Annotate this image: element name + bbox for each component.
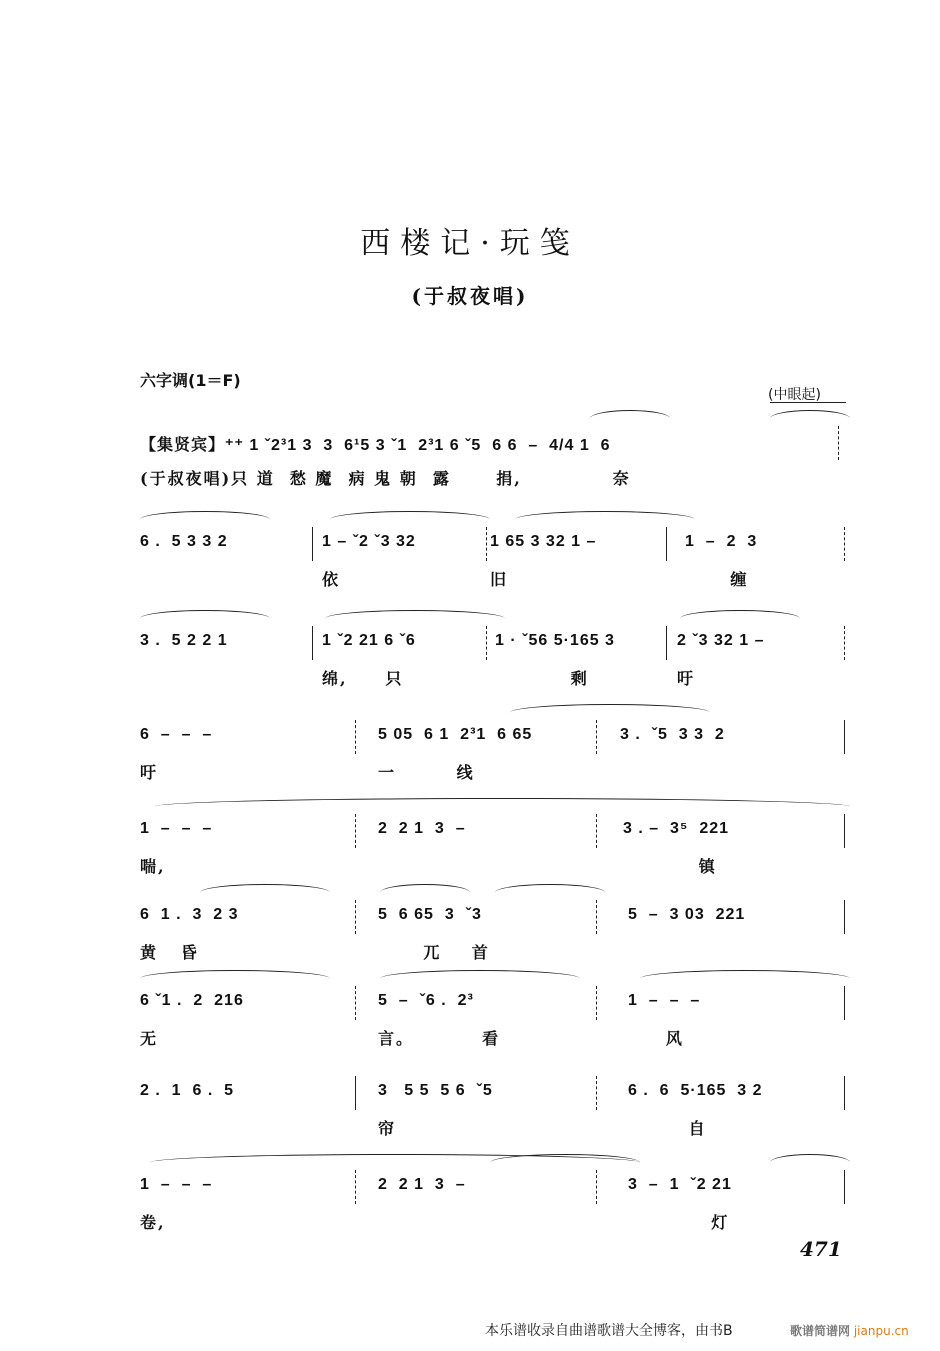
tempo-mark: (中眼起) xyxy=(768,387,821,403)
barline xyxy=(596,1076,597,1110)
notation: 2 ˇ3 32 1 – xyxy=(677,632,765,649)
measure xyxy=(140,906,239,966)
barline xyxy=(312,626,313,660)
barline xyxy=(666,626,667,660)
measure xyxy=(140,726,212,786)
score-title: 西楼记·玩笺 xyxy=(360,226,580,261)
barline xyxy=(596,720,597,754)
watermark-cn: 歌谱简谱网 xyxy=(790,1324,851,1338)
slur xyxy=(380,884,470,901)
slur xyxy=(155,798,850,815)
barline xyxy=(596,1170,597,1204)
barline xyxy=(312,527,313,561)
barline xyxy=(844,626,845,660)
measure xyxy=(628,1082,763,1142)
score-system-1 xyxy=(140,432,850,502)
notation: 2 . 1 6 . 5 xyxy=(140,1082,235,1099)
barline xyxy=(844,720,845,754)
barline xyxy=(355,1170,356,1204)
notation: 5 05 6 1 2³1 6 65 xyxy=(378,726,533,743)
notation: 3 – 1 ˇ2 21 xyxy=(628,1176,732,1193)
measure xyxy=(140,992,244,1052)
slur xyxy=(515,511,695,528)
measure xyxy=(140,432,631,492)
score-system-2 xyxy=(140,533,850,603)
lyrics: 剩 xyxy=(495,669,589,688)
measure xyxy=(677,632,765,692)
lyrics: 灯 xyxy=(628,1213,730,1232)
lyrics: 一 线 xyxy=(378,763,475,782)
slur xyxy=(590,410,670,427)
notation: 6 . 6 5·165 3 2 xyxy=(628,1082,763,1099)
barline xyxy=(355,900,356,934)
measure xyxy=(628,906,745,966)
key-signature: 六字调(1＝F) xyxy=(140,371,241,390)
notation: 1 65 3 32 1 – xyxy=(490,533,597,550)
lyrics: (于叔夜唱)只 道 愁 魔 病 鬼 朝 露 捐, 奈 xyxy=(140,469,631,488)
slur xyxy=(200,884,330,901)
barline xyxy=(666,527,667,561)
barline xyxy=(486,626,487,660)
barline xyxy=(844,527,845,561)
measure xyxy=(322,533,416,593)
lyrics: 旧 xyxy=(490,570,509,589)
slur xyxy=(770,410,850,427)
source-footer: 本乐谱收录自曲谱歌谱大全博客，由书B xyxy=(485,1323,733,1339)
barline xyxy=(596,986,597,1020)
barline xyxy=(355,720,356,754)
slur xyxy=(140,970,330,987)
notation: 6 – – – xyxy=(140,726,213,743)
barline xyxy=(486,527,487,561)
score-system-5 xyxy=(140,820,850,890)
notation: 2 2 1 3 – xyxy=(378,1176,466,1193)
notation: 1 – – – xyxy=(140,820,213,837)
notation: 【集贤宾】⁺⁺ 1 ˇ2³1 3 3 6¹5 3 ˇ1 2³1 6 ˇ5 6 6 – 4/4 1 6 xyxy=(140,437,611,454)
score-system-3 xyxy=(140,632,850,702)
lyrics: 镇 xyxy=(623,857,717,876)
measure xyxy=(378,820,466,880)
barline xyxy=(844,1170,845,1204)
slur xyxy=(770,1154,850,1171)
measure xyxy=(140,820,212,880)
slur xyxy=(495,884,605,901)
slur xyxy=(140,511,270,528)
barline xyxy=(844,814,845,848)
measure xyxy=(140,1082,234,1142)
notation: 1 · ˇ56 5·165 3 xyxy=(495,632,615,649)
notation: 1 – 2 3 xyxy=(685,533,758,550)
notation: 3 . – 3⁵ 221 xyxy=(623,820,730,837)
slur xyxy=(330,511,490,528)
notation: 6 1 . 3 2 3 xyxy=(140,906,239,923)
slur xyxy=(510,704,710,721)
notation: 2 2 1 3 – xyxy=(378,820,466,837)
lyrics: 言。 看 xyxy=(378,1029,501,1048)
watermark-site: jianpu.cn xyxy=(853,1324,909,1338)
barline xyxy=(355,986,356,1020)
notation: 6 ˇ1 . 2 216 xyxy=(140,992,244,1009)
measure xyxy=(140,1176,212,1236)
slur xyxy=(680,610,800,627)
notation: 6 . 5 3 3 2 xyxy=(140,533,228,550)
measure xyxy=(140,533,228,593)
score-system-7 xyxy=(140,992,850,1062)
lyrics: 帘 xyxy=(378,1119,397,1138)
notation: 5 6 65 3 ˇ3 xyxy=(378,906,482,923)
notation: 3 5 5 5 6 ˇ5 xyxy=(378,1082,493,1099)
measure xyxy=(378,906,490,966)
barline xyxy=(596,814,597,848)
score-subtitle: (于叔夜唱) xyxy=(411,284,529,308)
lyrics: 缠 xyxy=(685,570,749,589)
score-system-9 xyxy=(140,1176,850,1246)
measure xyxy=(685,533,757,593)
lyrics: 无 xyxy=(140,1029,159,1048)
lyrics: 吁 xyxy=(677,669,696,688)
measure xyxy=(490,533,596,593)
barline xyxy=(355,814,356,848)
notation: 1 – – – xyxy=(628,992,701,1009)
notation: 5 – 3 03 221 xyxy=(628,906,746,923)
score-system-6 xyxy=(140,906,850,976)
lyrics: 卷, xyxy=(140,1213,166,1232)
watermark xyxy=(790,1322,909,1339)
lyrics: 依 xyxy=(322,570,341,589)
lyrics: 风 xyxy=(628,1029,684,1048)
lyrics: 自 xyxy=(628,1119,707,1138)
measure xyxy=(495,632,615,692)
lyrics: 喘, xyxy=(140,857,166,876)
page-number: 471 xyxy=(800,1237,842,1261)
barline xyxy=(844,1076,845,1110)
measure xyxy=(378,726,532,786)
notation: 3 . 5 2 2 1 xyxy=(140,632,228,649)
notation: 1 ˇ2 21 6 ˇ6 xyxy=(322,632,416,649)
barline xyxy=(844,900,845,934)
measure xyxy=(140,632,228,692)
slur xyxy=(140,610,270,627)
score-system-4 xyxy=(140,726,850,796)
notation: 1 – – – xyxy=(140,1176,213,1193)
barline xyxy=(355,1076,356,1110)
slur xyxy=(640,970,850,987)
measure xyxy=(322,632,416,692)
measure xyxy=(378,1176,466,1236)
barline xyxy=(844,986,845,1020)
notation: 5 – ˇ6 . 2³ xyxy=(378,992,474,1009)
measure xyxy=(628,1176,732,1236)
measure xyxy=(378,992,501,1052)
lyrics: 兀 首 xyxy=(378,943,490,962)
barline xyxy=(838,426,839,460)
slur xyxy=(490,1154,640,1171)
notation: 1 – ˇ2 ˇ3 32 xyxy=(322,533,416,550)
barline xyxy=(596,900,597,934)
notation: 3 . ˇ5 3 3 2 xyxy=(620,726,725,743)
lyrics: 绵, 只 xyxy=(322,669,404,688)
lyrics: 黄 昏 xyxy=(140,943,199,962)
score-system-8 xyxy=(140,1082,850,1152)
slur xyxy=(325,610,505,627)
measure xyxy=(628,992,700,1052)
slur xyxy=(380,970,580,987)
tempo-line xyxy=(770,402,846,403)
measure xyxy=(378,1082,493,1142)
measure xyxy=(620,726,725,786)
measure xyxy=(623,820,729,880)
lyrics: 吁 xyxy=(140,763,159,782)
